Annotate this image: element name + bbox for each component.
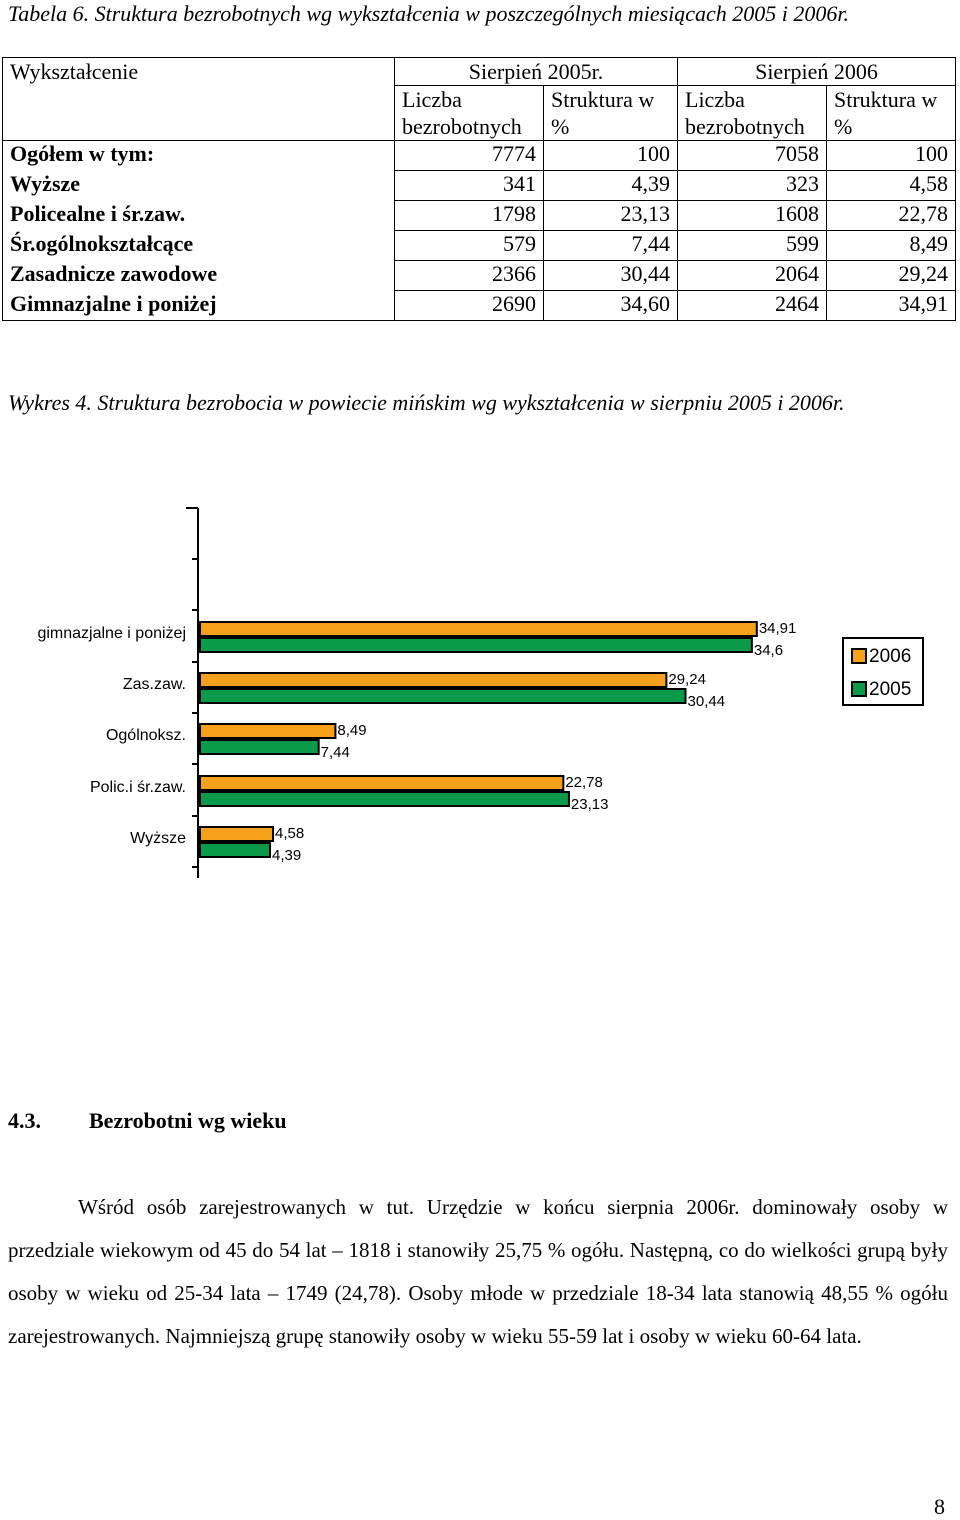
legend-swatch-2006 xyxy=(852,649,866,663)
y-tick-label: gimnazjalne i poniżej xyxy=(37,625,186,642)
cell: 30,44 xyxy=(544,261,678,291)
table-row xyxy=(3,201,956,231)
section-title: Bezrobotni wg wieku xyxy=(89,1108,287,1133)
row-label: Ogółem w tym: xyxy=(3,141,395,171)
bar-2006 xyxy=(200,673,666,687)
bar-2006 xyxy=(200,827,273,841)
bar-2005 xyxy=(200,843,270,857)
header-struct-2005: Struktura w % xyxy=(544,86,678,141)
bar-2006 xyxy=(200,622,757,636)
bar-2005 xyxy=(200,740,319,754)
data-label-2006: 22,78 xyxy=(565,774,603,791)
cell: 1798 xyxy=(395,201,544,231)
row-label: Zasadnicze zawodowe xyxy=(3,261,395,291)
bar-2006 xyxy=(200,724,335,738)
cell: 579 xyxy=(395,231,544,261)
legend-label-2006: 2006 xyxy=(869,646,912,667)
table-row xyxy=(3,231,956,261)
cell: 8,49 xyxy=(827,231,956,261)
data-label-2005: 23,13 xyxy=(570,796,609,813)
education-chart xyxy=(0,505,960,885)
data-label-2005: 34,6 xyxy=(753,642,784,659)
data-label-2006: 8,49 xyxy=(337,722,367,739)
cell: 22,78 xyxy=(827,201,956,231)
cell: 4,58 xyxy=(827,171,956,201)
cell: 29,24 xyxy=(827,261,956,291)
cell: 7774 xyxy=(395,141,544,171)
cell: 2366 xyxy=(395,261,544,291)
cell: 323 xyxy=(678,171,827,201)
legend-swatch-2005 xyxy=(852,682,866,696)
row-label: Wyższe xyxy=(3,171,395,201)
chart-plot xyxy=(0,505,960,885)
header-count-2005: Liczba bezrobotnych xyxy=(395,86,544,141)
body-paragraph: Wśród osób zarejestrowanych w tut. Urzędzie w końcu sierpnia 2006r. dominowały osoby w przedziale wiekowym od 45 do 54 lat – 1818 i stanowiły 25,75 % ogółu. Następną, co do wielkości grupą były osoby w wieku od 25-34 lata – 1749 (24,78). Osoby młode w przedziale 18-34 lata stanowią 48,55 % ogółu zarejestrowanych. Najmniejszą grupę stanowiły osoby w wieku 55-59 lat i osoby w wieku 60-64 lata. xyxy=(8,1195,948,1348)
y-tick-label: Ogólnoksz. xyxy=(105,727,186,744)
section-number: 4.3. xyxy=(8,1108,41,1133)
cell: 23,13 xyxy=(544,201,678,231)
cell: 2690 xyxy=(395,291,544,321)
cell: 2464 xyxy=(678,291,827,321)
header-period-2005: Sierpień 2005r. xyxy=(395,58,678,86)
table-caption: Tabela 6. Struktura bezrobotnych wg wykształcenia w poszczególnych miesiącach 2005 i 2006r. xyxy=(8,1,850,26)
data-label-2006: 4,58 xyxy=(275,825,305,842)
cell: 100 xyxy=(827,141,956,171)
header-struct-2006: Struktura w % xyxy=(827,86,956,141)
y-tick-label: Polic.i śr.zaw. xyxy=(89,779,186,796)
chart-caption: Wykres 4. Struktura bezrobocia w powiecie mińskim wg wykształcenia w sierpniu 2005 i 2006r. xyxy=(8,390,845,415)
bar-2005 xyxy=(200,792,569,806)
table-row xyxy=(3,141,956,171)
cell: 599 xyxy=(678,231,827,261)
cell: 100 xyxy=(544,141,678,171)
cell: 1608 xyxy=(678,201,827,231)
legend-label-2005: 2005 xyxy=(869,679,912,700)
header-period-2006: Sierpień 2006 xyxy=(678,58,956,86)
data-label-2005: 4,39 xyxy=(272,847,302,864)
cell: 2064 xyxy=(678,261,827,291)
y-tick-label: Wyższe xyxy=(130,830,186,847)
cell: 34,60 xyxy=(544,291,678,321)
bar-2005 xyxy=(200,638,752,652)
bar-2006 xyxy=(200,776,563,790)
row-label: Śr.ogólnokształcące xyxy=(3,231,395,261)
cell: 7058 xyxy=(678,141,827,171)
data-label-2005: 30,44 xyxy=(687,693,726,710)
header-education: Wykształcenie xyxy=(3,58,395,141)
data-label-2006: 29,24 xyxy=(668,671,706,688)
data-label-2006: 34,91 xyxy=(758,620,797,637)
cell: 4,39 xyxy=(544,171,678,201)
header-count-2006: Liczba bezrobotnych xyxy=(678,86,827,141)
cell: 341 xyxy=(395,171,544,201)
row-label: Gimnazjalne i poniżej xyxy=(3,291,395,321)
table-row xyxy=(3,171,956,201)
bar-2005 xyxy=(200,689,686,703)
row-label: Policealne i śr.zaw. xyxy=(3,201,395,231)
education-table xyxy=(2,57,956,321)
page-number: 8 xyxy=(934,1494,945,1519)
table-row xyxy=(3,261,956,291)
table-row xyxy=(3,291,956,321)
y-tick-label: Zas.zaw. xyxy=(122,676,186,693)
cell: 7,44 xyxy=(544,231,678,261)
cell: 34,91 xyxy=(827,291,956,321)
data-label-2005: 7,44 xyxy=(320,744,350,761)
